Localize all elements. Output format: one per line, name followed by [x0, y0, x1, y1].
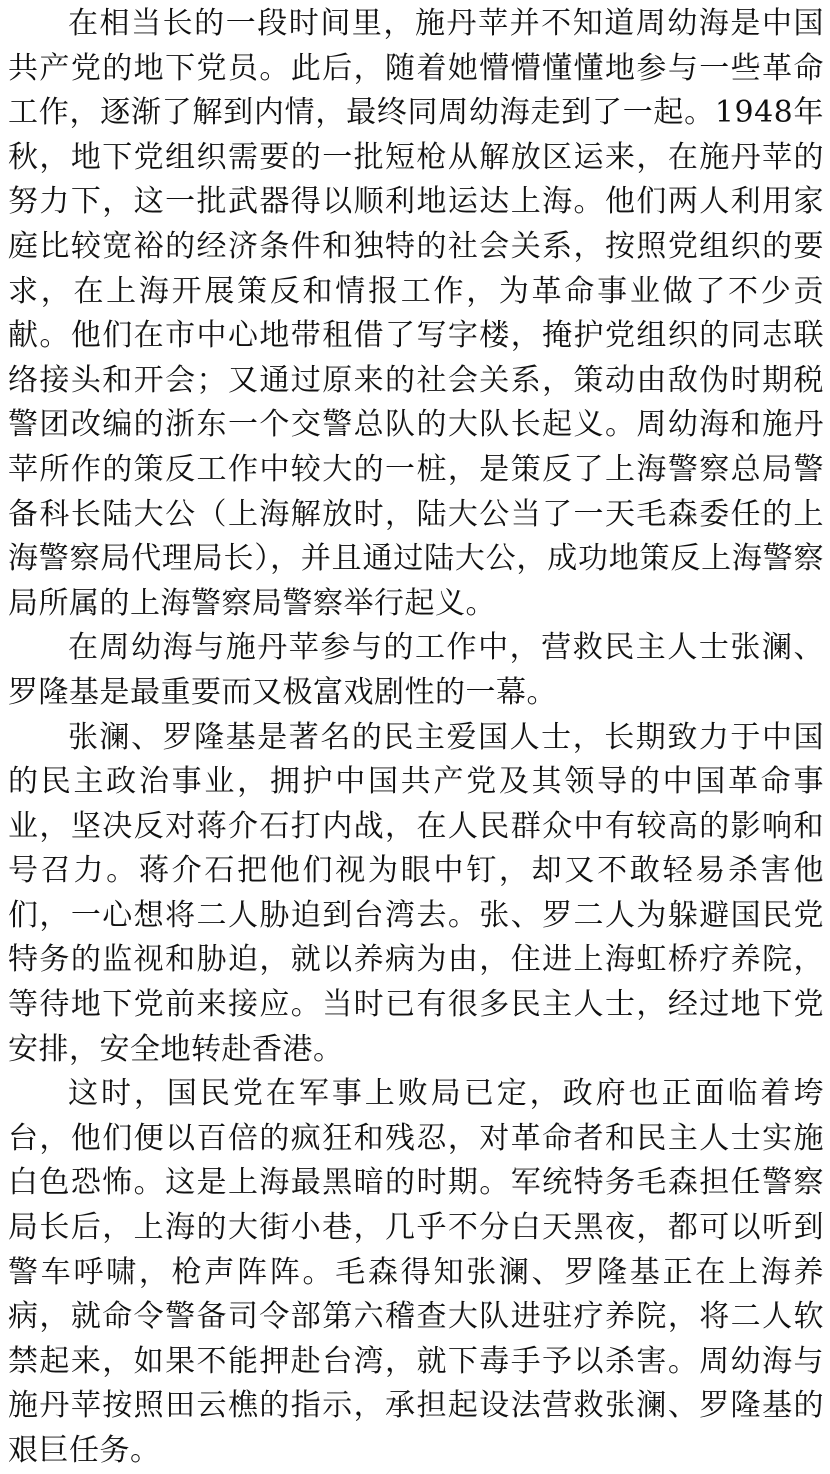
paragraph-2: 在周幼海与施丹苹参与的工作中，营救民主人士张澜、罗隆基是最重要而又极富戏剧性的一幕。: [8, 630, 824, 710]
paragraph-3: 张澜、罗隆基是著名的民主爱国人士，长期致力于中国的民主政治事业，拥护中国共产党及其领导的中国革命事业，坚决反对蒋介石打内战，在人民群众中有较高的影响和号召力。蒋介石把他们视为眼中钉，却又不敢轻易杀害他们，一心想将二人胁迫到台湾去。张、罗二人为躲避国民党特务的监视和胁迫，就以养病为由，住进上海虹桥疗养院，等待地下党前来接应。当时已有很多民主人士，经过地下党安排，安全地转赴香港。: [8, 719, 824, 1067]
paragraph-4: 这时，国民党在军事上败局已定，政府也正面临着垮台，他们便以百倍的疯狂和残忍，对革命者和民主人士实施白色恐怖。这是上海最黑暗的时期。军统特务毛森担任警察局长后，上海的大街小巷，几乎不分白天黑夜，都可以听到警车呼啸，枪声阵阵。毛森得知张澜、罗隆基正在上海养病，就命令警备司令部第六稽查大队进驻疗养院，将二人软禁起来，如果不能押赴台湾，就下毒手予以杀害。周幼海与施丹苹按照田云樵的指示，承担起设法营救张澜、罗隆基的艰巨任务。: [8, 1076, 824, 1468]
paragraph-1: 在相当长的一段时间里，施丹苹并不知道周幼海是中国共产党的地下党员。此后，随着她懵懵懂懂地参与一些革命工作，逐渐了解到内情，最终同周幼海走到了一起。1948年秋，地下党组织需要的一批短枪从解放区运来，在施丹苹的努力下，这一批武器得以顺利地运达上海。他们两人利用家庭比较宽裕的经济条件和独特的社会关系，按照党组织的要求，在上海开展策反和情报工作，为革命事业做了不少贡献。他们在市中心地带租借了写字楼，掩护党组织的同志联络接头和开会；又通过原来的社会关系，策动由敌伪时期税警团改编的浙东一个交警总队的大队长起义。周幼海和施丹苹所作的策反工作中较大的一桩，是策反了上海警察总局警备科长陆大公（上海解放时，陆大公当了一天毛森委任的上海警察局代理局长），并且通过陆大公，成功地策反上海警察局所属的上海警察局警察举行起义。: [8, 6, 824, 621]
